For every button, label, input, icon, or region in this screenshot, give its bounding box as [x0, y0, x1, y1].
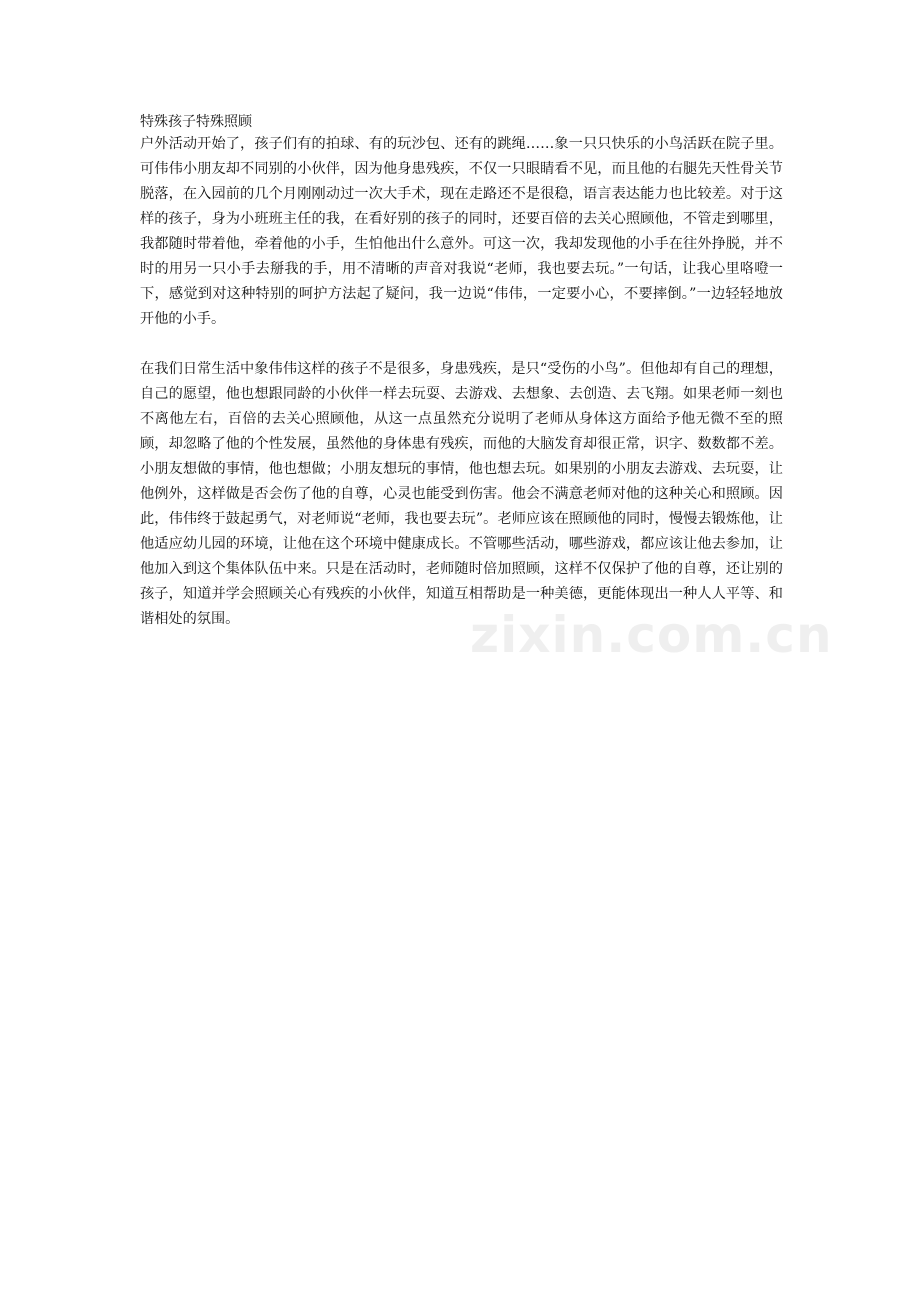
document-body — [140, 112, 783, 632]
paragraph-spacer — [140, 332, 783, 357]
paragraph-1: 户外活动开始了，孩子们有的拍球、有的玩沙包、还有的跳绳……象一只只快乐的小鸟活跃在院子里。可伟伟小朋友却不同别的小伙伴，因为他身患残疾，不仅一只眼睛看不见，而且他的右腿先天性骨关节脱落，在入园前的几个月刚刚动过一次大手术，现在走路还不是很稳，语言表达能力也比较差。对于这样的孩子，身为小班班主任的我，在看好别的孩子的同时，还要百倍的去关心照顾他，不管走到哪里，我都随时带着他，牵着他的小手，生怕他出什么意外。可这一次，我却发现他的小手在往外挣脱，并不时的用另一只小手去掰我的手，用不清晰的声音对我说“老师，我也要去玩。”一句话，让我心里咯噔一下，感觉到对这种特别的呵护方法起了疑问，我一边说“伟伟，一定要小心，不要摔倒。”一边轻轻地放开他的小手。 — [140, 136, 783, 327]
watermark: zixin.com.cn — [470, 606, 833, 664]
document-title: 特殊孩子特殊照顾 — [140, 114, 252, 130]
paragraph-2: 在我们日常生活中象伟伟这样的孩子不是很多，身患残疾，是只“受伤的小鸟”。但他却有自己的理想，自己的愿望，他也想跟同龄的小伙伴一样去玩耍、去游戏、去想象、去创造、去飞翔。如果老师一刻也不离他左右，百倍的去关心照顾他，从这一点虽然充分说明了老师从身体这方面给予他无微不至的照顾，却忽略了他的个性发展，虽然他的身体患有残疾，而他的大脑发育却很正常，识字、数数都不差。小朋友想做的事情，他也想做；小朋友想玩的事情，他也想去玩。如果别的小朋友去游戏、去玩耍，让他例外，这样做是否会伤了他的自尊，心灵也能受到伤害。他会不满意老师对他的这种关心和照顾。因此，伟伟终于鼓起勇气，对老师说“老师，我也要去玩”。老师应该在照顾他的同时，慢慢去锻炼他，让他适应幼儿园的环境，让他在这个环境中健康成长。不管哪些活动，哪些游戏，都应该让他去参加，让他加入到这个集体队伍中来。只是在活动时，老师随时倍加照顾，这样不仅保护了他的自尊，还让别的孩子，知道并学会照顾关心有残疾的小伙伴，知道互相帮助是一种美德，更能体现出一种人人平等、和谐相处的氛围。 — [140, 361, 783, 627]
